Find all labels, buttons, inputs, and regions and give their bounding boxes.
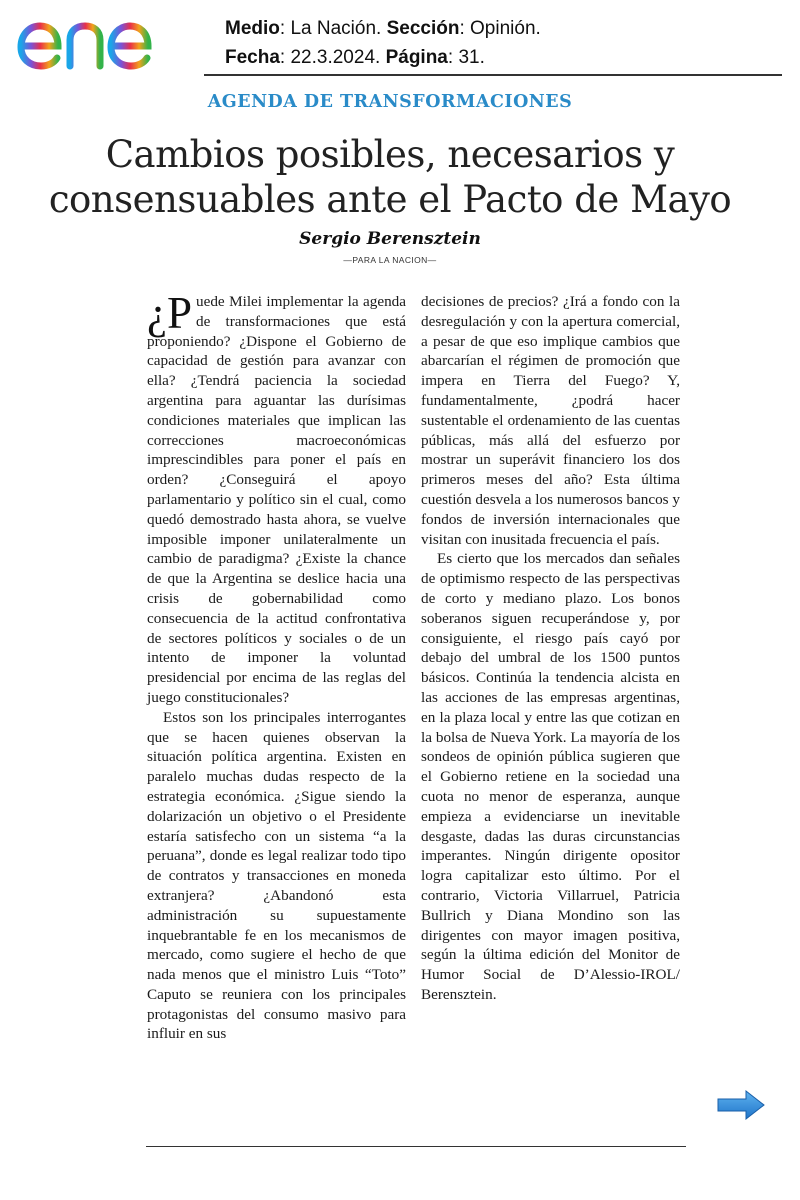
- paragraph-text: uede Milei implementar la agenda de transformaciones que está proponiendo? ¿Dispone el Gobierno de capacidad de gestión para avanzar con ella? ¿Tendrá paciencia la sociedad argentina para aguantar las durísimas condiciones materiales que implican las correcciones macroeconómicas imprescindibles para poner el país en orden? ¿Conseguirá el apoyo parlamentario y político sin el cual, como quedó demostrado hasta ahora, se vuelve imposible imponer unilateralmente un cambio de paradigma? ¿Existe la chance de que la Argentina se deslice hacia una crisis de gobernabilidad como consecuencia de la actitud confrontativa de sectores políticos y sociales o de un intento de imponer la voluntad presidencial por encima de las reglas del juego constitucionales?: [147, 293, 406, 706]
- title-line-2: consensuables ante el Pacto de Mayo: [48, 178, 732, 221]
- pagina-label: Página: [385, 47, 448, 68]
- medio-label: Medio: [225, 18, 280, 39]
- seccion-value: Opinión.: [470, 18, 541, 39]
- article-title: [0, 132, 780, 222]
- article-kicker: AGENDA DE TRANSFORMACIONES: [207, 92, 573, 112]
- pagina-value: 31.: [458, 47, 485, 68]
- title-line-1: Cambios posibles, necesarios y: [105, 133, 675, 176]
- dropcap: ¿P: [147, 288, 192, 338]
- fecha-label: Fecha: [225, 47, 280, 68]
- paragraph: [147, 288, 406, 708]
- medio-value: La Nación.: [290, 18, 382, 39]
- enel-logo: [14, 4, 194, 70]
- article-column-right: [421, 292, 680, 1005]
- article-author: Sergio Berensztein: [299, 229, 481, 249]
- article-bottom-divider: [146, 1146, 686, 1147]
- seccion-label: Sección: [386, 18, 460, 39]
- paragraph: Es cierto que los mercados dan señales de optimismo respecto de las perspectivas de corto y mediano plazo. Los bonos soberanos siguen recuperándose y, por consiguiente, el riesgo país cayó por debajo del umbral de los 1500 puntos básicos. Continúa la tendencia alcista en las acciones de las empresas argentinas, en la plaza local y entre las que cotizan en la bolsa de Nueva York. La mayoría de los sondeos de opinión pública sugieren que el Gobierno retiene en la sociedad una cuota no menor de esperanza, aunque empieza a evidenciarse un inevitable desgaste, dadas las duras circunstancias imperantes. Ningún dirigente opositor logra capitalizar esto último. Por el contrario, Victoria Villarruel, Patricia Bullrich y Diana Mondino son las dirigentes con mayor imagen positiva, según la última edición del Monitor de Humor Social de D’Alessio-IROL/ Berensztein.: [421, 550, 680, 1003]
- article-byline: —PARA LA NACION—: [343, 255, 437, 265]
- paragraph: Estos son los principales interrogantes que se hacen quienes observan la situación política argentina. Existen en paralelo muchas dudas respecto de la estrategia económica. ¿Sigue siendo la dolarización un objetivo o el Presidente estaría satisfecho con un sistema “a la peruana”, donde es legal realizar todo tipo de contratos y transacciones en moneda extranjera? ¿Abandonó esta administración su supuestamente inquebrantable fe en los mecanismos de mercado, como sugiere el hecho de que nada menos que el ministro Luis “Toto” Caputo se reuniera con los principales protagonistas del consumo masivo para influir en sus: [147, 708, 406, 1043]
- article-column-left: [147, 288, 406, 1044]
- clipping-header: [0, 0, 800, 80]
- header-divider: [204, 74, 782, 76]
- paragraph: decisiones de precios? ¿Irá a fondo con la desregulación y con la apertura comercial, a pesar de que eso implique cambios que abarcarían el régimen de promoción que impera en Tierra del Fuego? Y, fundamentalmente, ¿podrá hacer sustentable el ordenamiento de las cuentas públicas, más allá del esfuerzo por mostrar un superávit financiero los dos primeros meses del año? Esta última cuestión desvela a los numerosos bancos y fondos de inversión internacionales que visitan con inusitada frecuencia el país.: [421, 293, 680, 548]
- clipping-meta: [225, 14, 541, 72]
- arrow-right-icon[interactable]: [716, 1089, 766, 1121]
- fecha-value: 22.3.2024.: [290, 47, 381, 68]
- meta-line-1: Medio: La Nación. Sección: Opinión.: [225, 18, 541, 39]
- meta-line-2: Fecha: 22.3.2024. Página: 31.: [225, 47, 485, 68]
